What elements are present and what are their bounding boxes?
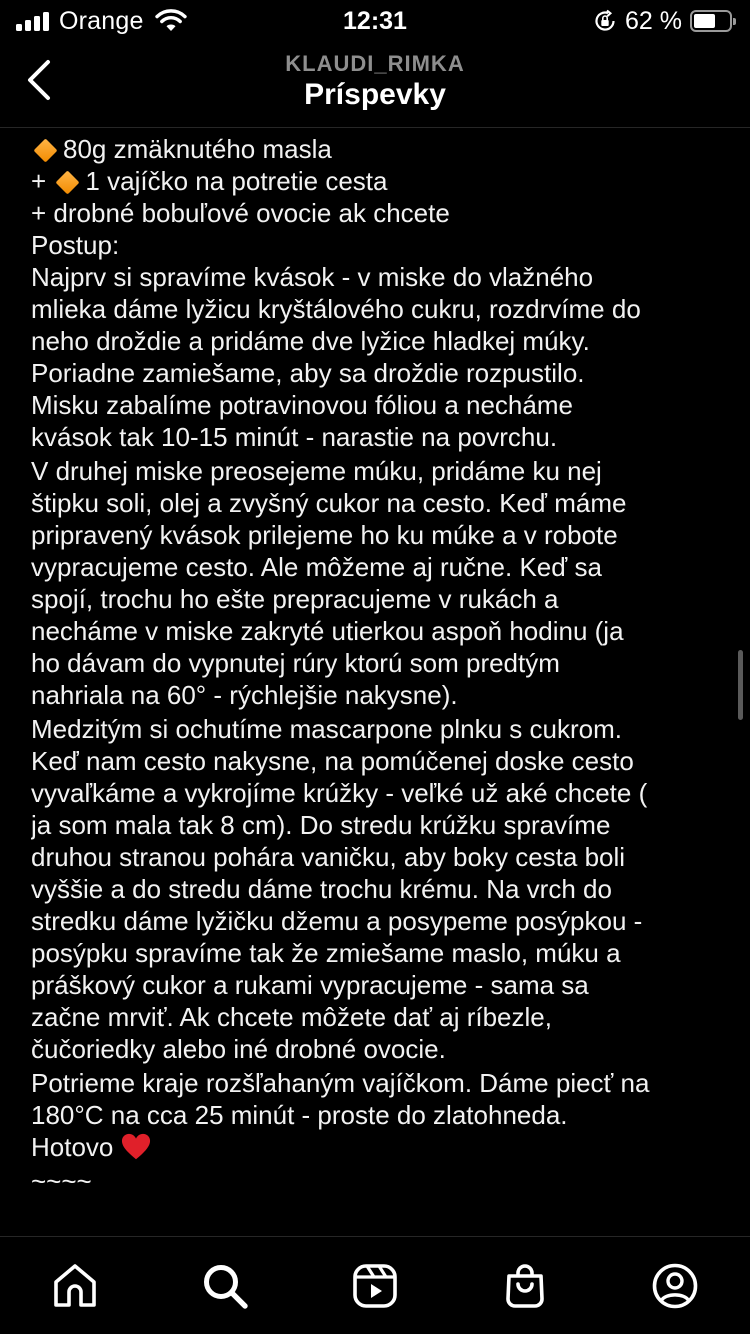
caption-line: Postup:: [31, 230, 120, 260]
red-heart-icon: [121, 1132, 151, 1162]
battery-icon: [690, 10, 732, 32]
caption-line: 80g zmäknutého masla: [31, 133, 721, 165]
profile-icon: [650, 1261, 700, 1311]
tab-reels[interactable]: [348, 1259, 402, 1313]
page-title: Príspevky: [304, 78, 446, 111]
orange-diamond-icon: [33, 138, 57, 162]
shop-icon: [500, 1261, 550, 1311]
caption-paragraph: Medzitým si ochutíme mascarpone plnku s cukrom. Keď nam cesto nakysne, na pomúčenej doske cesto vyvaľkáme a vykrojíme krúžky - veľké už aké chcete ( ja som mala tak 8 cm). Do stredu krúžku spravíme druhou stranou pohára vaničku, aby boky cesta boli vyššie a do stredu dáme trochu krému. Na vrch do stredku dáme lyžičku džemu a posypeme posýpkou - posýpku spravíme tak že zmiešame maslo, múku a práškový cukor a rukami vypracujeme - sama sa začne mrviť. Ak chcete môžete dať aj ríbezle, čučoriedky alebo iné drobné ovocie.: [31, 714, 648, 1064]
header: [0, 42, 750, 128]
caption-paragraph: Potrieme kraje rozšľahaným vajíčkom. Dáme piecť na 180°C na cca 25 minút - proste do zlatohneda. Hotovo: [31, 1068, 650, 1162]
caption-line: + 1 vajíčko na potretie cesta: [31, 166, 388, 196]
caption-line: + drobné bobuľové ovocie ak chcete: [31, 198, 450, 228]
caption-line: ~~~~: [31, 1166, 92, 1196]
home-icon: [50, 1261, 100, 1311]
clock: 12:31: [343, 7, 407, 35]
scroll-indicator[interactable]: [738, 650, 743, 720]
account-username[interactable]: KLAUDI_RIMKA: [285, 51, 465, 76]
battery-fill: [694, 14, 715, 28]
tab-home[interactable]: [48, 1259, 102, 1313]
tab-search[interactable]: [198, 1259, 252, 1313]
battery-percentage: 62 %: [625, 7, 682, 35]
caption-paragraph: Najprv si spravíme kvások - v miske do vlažného mlieka dáme lyžicu kryštálového cukru, rozdrvíme do neho droždie a pridáme dve lyžice hladkej múky. Poriadne zamiešame, aby sa droždie rozpustilo. Misku zabalíme potravinovou fóliou a necháme kvások tak 10-15 minút - narastie na povrchu.: [31, 262, 641, 452]
bottom-tab-bar: [0, 1236, 750, 1334]
carrier-name: Orange: [59, 7, 144, 35]
tab-shop[interactable]: [498, 1259, 552, 1313]
orange-diamond-icon: [56, 170, 80, 194]
orientation-lock-icon: [593, 9, 617, 33]
tab-profile[interactable]: [648, 1259, 702, 1313]
search-icon: [200, 1261, 250, 1311]
status-bar: [0, 0, 750, 42]
reels-icon: [350, 1261, 400, 1311]
post-caption: [31, 133, 721, 1233]
caption-paragraph: V druhej miske preosejeme múku, pridáme ku nej štipku soli, olej a zvyšný cukor na cesto. Keď máme pripravený kvások prilejeme ho ku múke a v robote vypracujeme cesto. Ale môžeme aj ručne. Keď sa spojí, trochu ho ešte prepracujeme v rukách a necháme v miske zakryté utierkou aspoň hodinu (ja ho dávam do vypnutej rúry ktorú som predtým nahriala na 60° - rýchlejšie nakysne).: [31, 456, 627, 710]
